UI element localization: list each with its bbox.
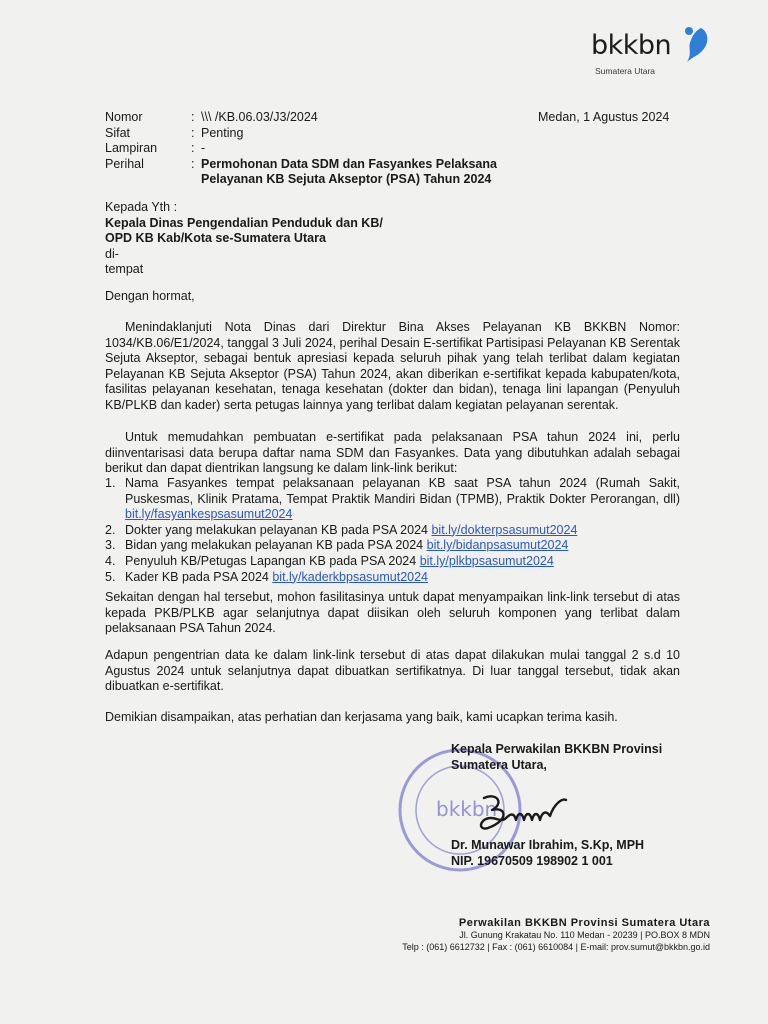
logo-region: Sumatera Utara [595,66,655,76]
greeting: Dengan hormat, [105,289,195,303]
logo-drop-icon [679,22,713,66]
list-item: 1. Nama Fasyankes tempat pelaksanaan pelayanan KB saat PSA tahun 2024 (Rumah Sakit, Puskesmas, Klinik Pratama, Tempat Praktik Mandiri Bidan (TPMB), Praktik Dokter Perorangan, dll) bit.ly/fasyankespsasumut2024 [105,476,680,522]
signatory-block [451,837,644,869]
letter-date: Medan, 1 Agustus 2024 [538,110,670,124]
signatory-name: Dr. Munawar Ibrahim, S.Kp, MPH [451,838,645,852]
link-plkb[interactable]: bit.ly/plkbpsasumut2024 [419,553,554,568]
list-item: 3. Bidan yang melakukan pelayanan KB pada PSA 2024 bit.ly/bidanpsasumut2024 [105,538,569,553]
handwritten-signature [470,790,580,840]
meta-sifat: Sifat : Penting [105,125,244,140]
list-item: 2. Dokter yang melakukan pelayanan KB pada PSA 2024 bit.ly/dokterpsasumut2024 [105,522,578,537]
perihal-line2: Pelayanan KB Sejuta Akseptor (PSA) Tahun 2024 [201,172,492,186]
paragraph-1: Menindaklanjuti Nota Dinas dari Direktur Bina Akses Pelayanan KB BKKBN Nomor: 1034/KB.06/E1/2024, tanggal 3 Juli 2024, perihal Desain E-sertifikat Partisipasi Pelayanan KB Serentak Sejuta Akseptor, sebagai bentuk apresiasi kepada seluruh pihak yang telah terlibat dalam kegiatan Pelayanan KB Sejuta Akseptor (PSA) Tahun 2024, akan diberikan e-sertifikat kepada kabupaten/kota, fasilitas pelayanan kesehatan, tenaga kesehatan (dokter dan bidan), tenaga lini lapangan (Penyuluh KB/PLKB dan kader) serta petugas lainnya yang terlibat dalam kegiatan pelayanan serentak. [105,320,680,412]
list-item: 4. Penyuluh KB/Petugas Lapangan KB pada PSA 2024 bit.ly/plkbpsasumut2024 [105,553,554,568]
bkkbn-logo [585,22,715,84]
letter-meta [105,110,497,188]
perihal-line1: Permohonan Data SDM dan Fasyankes Pelaksana [201,156,497,171]
signatory-nip: NIP. 19670509 198902 1 001 [451,854,613,868]
letter-footer [402,917,710,953]
link-kader[interactable]: bit.ly/kaderkbpsasumut2024 [272,569,429,584]
stamp-text: bkkbn [436,797,498,821]
logo-wordmark: bkkbn [591,30,672,61]
meta-nomor: Nomor : \\\ /KB.06.03/J3/2024 [105,110,318,124]
signatory-title: Kepala Perwakilan BKKBN Provinsi Sumatera Utara, [451,742,663,772]
paragraph-3: Sekaitan dengan hal tersebut, mohon fasilitasinya untuk dapat menyampaikan link-link tersebut di atas kepada PKB/PLKB agar selanjutnya dapat diisikan oleh seluruh komponen yang terlibat dalam pelaksanaan PSA Tahun 2024. [105,590,680,636]
paragraph-2: Untuk memudahkan pembuatan e-sertifikat pada pelaksanaan PSA tahun 2024 ini, perlu diinventarisasi data berupa daftar nama SDM dan Fasyankes. Data yang dibutuhkan adalah sebagai berikut dan dapat dientrikan langsung ke dalam link-link berikut: [105,430,680,476]
meta-perihal: Perihal : Permohonan Data SDM dan Fasyankes Pelaksana Pelayanan KB Sejuta Akseptor (PSA) Tahun 2024 [105,156,497,186]
footer-org: Perwakilan BKKBN Provinsi Sumatera Utara [458,917,710,929]
paragraph-4: Adapun pengentrian data ke dalam link-link tersebut di atas dapat dilakukan mulai tanggal 2 s.d 10 Agustus 2024 untuk selanjutnya dapat dibuatkan sertifikatnya. Di luar tanggal tersebut, tidak akan dibuatkan e-sertifikat. [105,648,680,694]
recipient-block: Kepada Yth : Kepala Dinas Pengendalian Penduduk dan KB/ OPD KB Kab/Kota se-Sumatera Utara di- tempat [105,200,383,276]
footer-address: Jl. Gunung Krakatau No. 110 Medan - 20239 | PO.BOX 8 MDN [459,930,710,940]
link-bidan[interactable]: bit.ly/bidanpsasumut2024 [426,538,569,553]
meta-lampiran: Lampiran : - [105,141,206,155]
link-list [105,476,680,585]
list-item: 5. Kader KB pada PSA 2024 bit.ly/kaderkbpsasumut2024 [105,569,429,584]
paragraph-5: Demikian disampaikan, atas perhatian dan kerjasama yang baik, kami ucapkan terima kasih. [105,710,618,724]
link-fasyankes[interactable]: bit.ly/fasyankespsasumut2024 [125,507,293,522]
link-dokter[interactable]: bit.ly/dokterpsasumut2024 [431,522,578,537]
footer-contact: Telp : (061) 6612732 | Fax : (061) 6610084 | E-mail: prov.sumut@bkkbn.go.id [402,942,710,952]
